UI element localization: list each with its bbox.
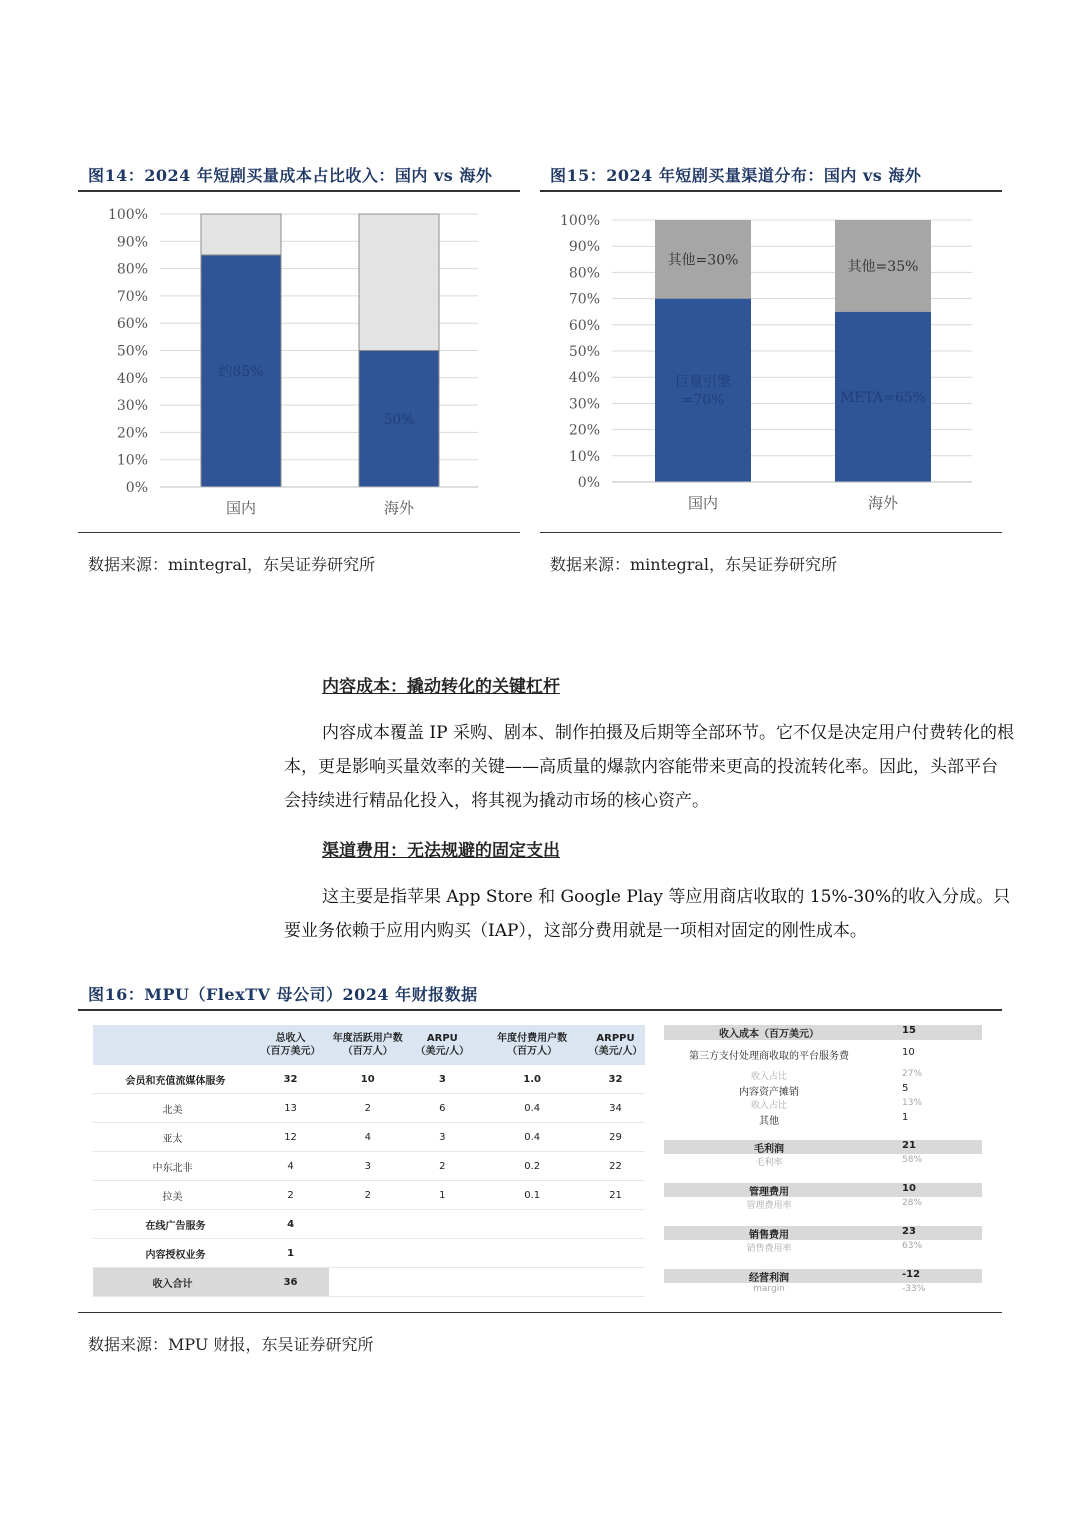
cost-label: 毛利率 — [755, 1158, 783, 1168]
bar-segment-rest — [359, 214, 439, 351]
fig14-bottom-rule — [78, 532, 520, 533]
cost-label: 管理费用 — [749, 1187, 789, 1198]
table-header-cell: ARPU （美元/人） — [406, 1025, 478, 1065]
y-tick-label: 0% — [577, 475, 600, 491]
y-tick-label: 80% — [116, 261, 148, 278]
cost-label: 销售费用率 — [746, 1244, 792, 1254]
y-tick-label: 20% — [116, 425, 148, 442]
table-cell: 会员和充值流媒体服务 — [93, 1065, 252, 1094]
y-tick-label: 100% — [107, 207, 148, 223]
cost-row-margin — [664, 1284, 982, 1298]
y-tick-label: 100% — [559, 213, 600, 229]
table-cell: 2 — [329, 1094, 406, 1123]
y-tick-label: 70% — [116, 288, 148, 305]
y-tick-label: 70% — [568, 291, 600, 308]
table-cell: 4 — [252, 1152, 329, 1181]
table-cell: 2 — [406, 1152, 478, 1181]
x-category-label: 国内 — [687, 494, 719, 512]
table-cell: 3 — [329, 1152, 406, 1181]
table-cell — [329, 1268, 406, 1297]
table-row — [93, 1152, 645, 1181]
table-cell: 1 — [252, 1239, 329, 1268]
fig14-top-rule — [78, 190, 520, 192]
bar-segment-label-line: =70% — [681, 392, 725, 409]
fig15-top-rule — [540, 190, 1002, 192]
table-header-row — [93, 1025, 645, 1065]
cost-value: 5 — [902, 1083, 909, 1094]
table-row — [93, 1181, 645, 1210]
cost-label: 内容资产摊销 — [739, 1087, 799, 1098]
x-category-label: 国内 — [225, 499, 257, 517]
y-tick-label: 90% — [116, 234, 148, 251]
fig15-chart — [540, 198, 1002, 528]
table-cell: 34 — [586, 1094, 645, 1123]
fig15-bottom-rule — [540, 532, 1002, 533]
table-cell — [406, 1239, 478, 1268]
section-channel-fee-heading: 渠道费用：无法规避的固定支出 — [322, 841, 560, 861]
table-cell: 29 — [586, 1123, 645, 1152]
y-tick-label: 40% — [568, 370, 600, 387]
table-cell: 亚太 — [93, 1123, 252, 1152]
cost-row-gross-margin — [664, 1155, 982, 1169]
table-cell: 3 — [406, 1123, 478, 1152]
cost-value: 21 — [902, 1140, 916, 1151]
cost-row-admin-rate — [664, 1198, 982, 1212]
bar-segment-label-line: META=65% — [839, 389, 927, 406]
table-cell — [586, 1239, 645, 1268]
table-cell: 0.4 — [478, 1123, 586, 1152]
table-cell: 22 — [586, 1152, 645, 1181]
cost-value: 23 — [902, 1226, 916, 1237]
cost-label: 收入成本（百万美元） — [719, 1029, 819, 1040]
cost-label: margin — [753, 1284, 785, 1294]
table-header-cell: 总收入 （百万美元） — [252, 1025, 329, 1065]
table-cell: 2 — [329, 1181, 406, 1210]
table-cell: 在线广告服务 — [93, 1210, 252, 1239]
table-cell — [478, 1239, 586, 1268]
table-cell: 4 — [252, 1210, 329, 1239]
table-header-cell: 年度付费用户数 （百万人） — [478, 1025, 586, 1065]
cost-label: 其他 — [759, 1116, 779, 1127]
mpu-cost-breakdown — [664, 1025, 982, 1300]
cost-value: 28% — [902, 1198, 923, 1208]
table-cell: 6 — [406, 1094, 478, 1123]
cost-label: 毛利润 — [754, 1144, 784, 1155]
table-cell: 0.1 — [478, 1181, 586, 1210]
table-cell: 32 — [586, 1065, 645, 1094]
table-cell — [478, 1210, 586, 1239]
fig15-title: 图15：2024 年短剧买量渠道分布：国内 vs 海外 — [550, 166, 922, 185]
table-cell — [329, 1210, 406, 1239]
table-cell: 3 — [406, 1065, 478, 1094]
table-cell: 中东北非 — [93, 1152, 252, 1181]
y-tick-label: 60% — [568, 317, 600, 334]
y-tick-label: 30% — [116, 398, 148, 415]
fig14-source: 数据来源：mintegral，东吴证券研究所 — [88, 555, 376, 574]
table-cell — [329, 1239, 406, 1268]
mpu-revenue-table — [93, 1025, 645, 1297]
table-header-cell: 年度活跃用户数 （百万人） — [329, 1025, 406, 1065]
table-cell: 1.0 — [478, 1065, 586, 1094]
fig16-source: 数据来源：MPU 财报，东吴证券研究所 — [88, 1335, 374, 1354]
table-row — [93, 1239, 645, 1268]
table-row — [93, 1210, 645, 1239]
cost-value: 10 — [902, 1047, 915, 1058]
table-cell: 拉美 — [93, 1181, 252, 1210]
cost-row-gross-profit — [664, 1140, 982, 1154]
y-tick-label: 20% — [568, 422, 600, 439]
cost-value: 13% — [902, 1098, 923, 1108]
table-cell: 10 — [329, 1065, 406, 1094]
table-cell: 收入合计 — [93, 1268, 252, 1297]
table-cell — [586, 1210, 645, 1239]
table-cell: 1 — [406, 1181, 478, 1210]
cost-label: 收入占比 — [750, 1072, 787, 1082]
table-row — [93, 1065, 645, 1094]
bar-segment-label: 其他=30% — [667, 252, 739, 269]
y-tick-label: 80% — [568, 265, 600, 282]
cost-label: 经营利润 — [749, 1273, 789, 1284]
cost-value: 63% — [902, 1241, 923, 1251]
y-tick-label: 30% — [568, 396, 600, 413]
table-cell: 0.2 — [478, 1152, 586, 1181]
cost-row-ratio — [664, 1069, 982, 1083]
cost-value: 1 — [902, 1112, 909, 1123]
cost-label: 管理费用率 — [746, 1201, 792, 1211]
x-category-label: 海外 — [867, 494, 899, 512]
table-cell: 32 — [252, 1065, 329, 1094]
table-cell: 4 — [329, 1123, 406, 1152]
cost-value: 58% — [902, 1155, 923, 1165]
cost-row-other — [664, 1112, 982, 1126]
bar-segment-label-line: 巨量引擎 — [675, 374, 731, 391]
cost-row-ratio — [664, 1098, 982, 1112]
x-category-label: 海外 — [383, 499, 415, 517]
bar-segment-rest — [201, 214, 281, 255]
fig14-chart — [78, 198, 520, 528]
table-cell: 36 — [252, 1268, 329, 1297]
cost-label: 第三方支付处理商收取的平台服务费 — [689, 1051, 849, 1062]
cost-value: 27% — [902, 1069, 923, 1079]
y-tick-label: 60% — [116, 316, 148, 333]
cost-value: -33% — [902, 1284, 926, 1294]
table-cell — [406, 1268, 478, 1297]
cost-row-sales-rate — [664, 1241, 982, 1255]
cost-row-operating-profit — [664, 1269, 982, 1283]
cost-row-admin-expense — [664, 1183, 982, 1197]
bar-data-label: 约85% — [218, 363, 264, 380]
cost-value: -12 — [902, 1269, 921, 1280]
table-cell: 2 — [252, 1181, 329, 1210]
section-channel-fee-body: 这主要是指苹果 App Store 和 Google Play 等应用商店收取的 15%-30%的收入分成。只要业务依赖于应用内购买（IAP），这部分费用就是一项相对固定的刚性成本。 — [284, 887, 1011, 941]
fig15-source: 数据来源：mintegral，东吴证券研究所 — [550, 555, 838, 574]
fig14-title: 图14：2024 年短剧买量成本占比收入：国内 vs 海外 — [88, 166, 493, 185]
table-header-cell — [93, 1025, 252, 1065]
fig16-bottom-rule — [78, 1312, 1002, 1313]
cost-row-revenue-cost — [664, 1025, 982, 1040]
table-row-total — [93, 1268, 645, 1297]
y-tick-label: 90% — [568, 239, 600, 256]
table-cell — [586, 1268, 645, 1297]
table-cell: 12 — [252, 1123, 329, 1152]
cost-row-sales-expense — [664, 1226, 982, 1240]
cost-label: 销售费用 — [749, 1230, 789, 1241]
cost-label: 收入占比 — [750, 1101, 787, 1111]
cost-row-platform-fee — [664, 1047, 982, 1061]
y-tick-label: 40% — [116, 370, 148, 387]
y-tick-label: 10% — [568, 448, 600, 465]
cost-row-content-amortization — [664, 1083, 982, 1097]
table-cell: 北美 — [93, 1094, 252, 1123]
table-cell: 21 — [586, 1181, 645, 1210]
fig16-top-rule — [78, 1009, 1002, 1011]
y-tick-label: 0% — [125, 480, 148, 496]
table-cell — [478, 1268, 586, 1297]
section-content-cost-body: 内容成本覆盖 IP 采购、剧本、制作拍摄及后期等全部环节。它不仅是决定用户付费转化的根本，更是影响买量效率的关键——高质量的爆款内容能带来更高的投流转化率。因此，头部平台会持续进行精品化投入，将其视为撬动市场的核心资产。 — [284, 723, 1014, 811]
table-cell: 0.4 — [478, 1094, 586, 1123]
y-tick-label: 10% — [116, 452, 148, 469]
cost-value: 10 — [902, 1183, 916, 1194]
table-row — [93, 1123, 645, 1152]
bar-data-label: 50% — [383, 411, 415, 428]
table-row — [93, 1094, 645, 1123]
table-cell: 内容授权业务 — [93, 1239, 252, 1268]
y-tick-label: 50% — [568, 344, 600, 360]
table-header-cell: ARPPU （美元/人） — [586, 1025, 645, 1065]
section-content-cost-heading: 内容成本：撬动转化的关键杠杆 — [322, 677, 560, 697]
bar-segment-label: 其他=35% — [847, 258, 919, 275]
y-tick-label: 50% — [116, 343, 148, 360]
bar-segment-label — [840, 390, 926, 406]
table-cell — [406, 1210, 478, 1239]
fig16-title: 图16：MPU（FlexTV 母公司）2024 年财报数据 — [88, 985, 478, 1004]
cost-value: 15 — [902, 1025, 916, 1036]
table-cell: 13 — [252, 1094, 329, 1123]
